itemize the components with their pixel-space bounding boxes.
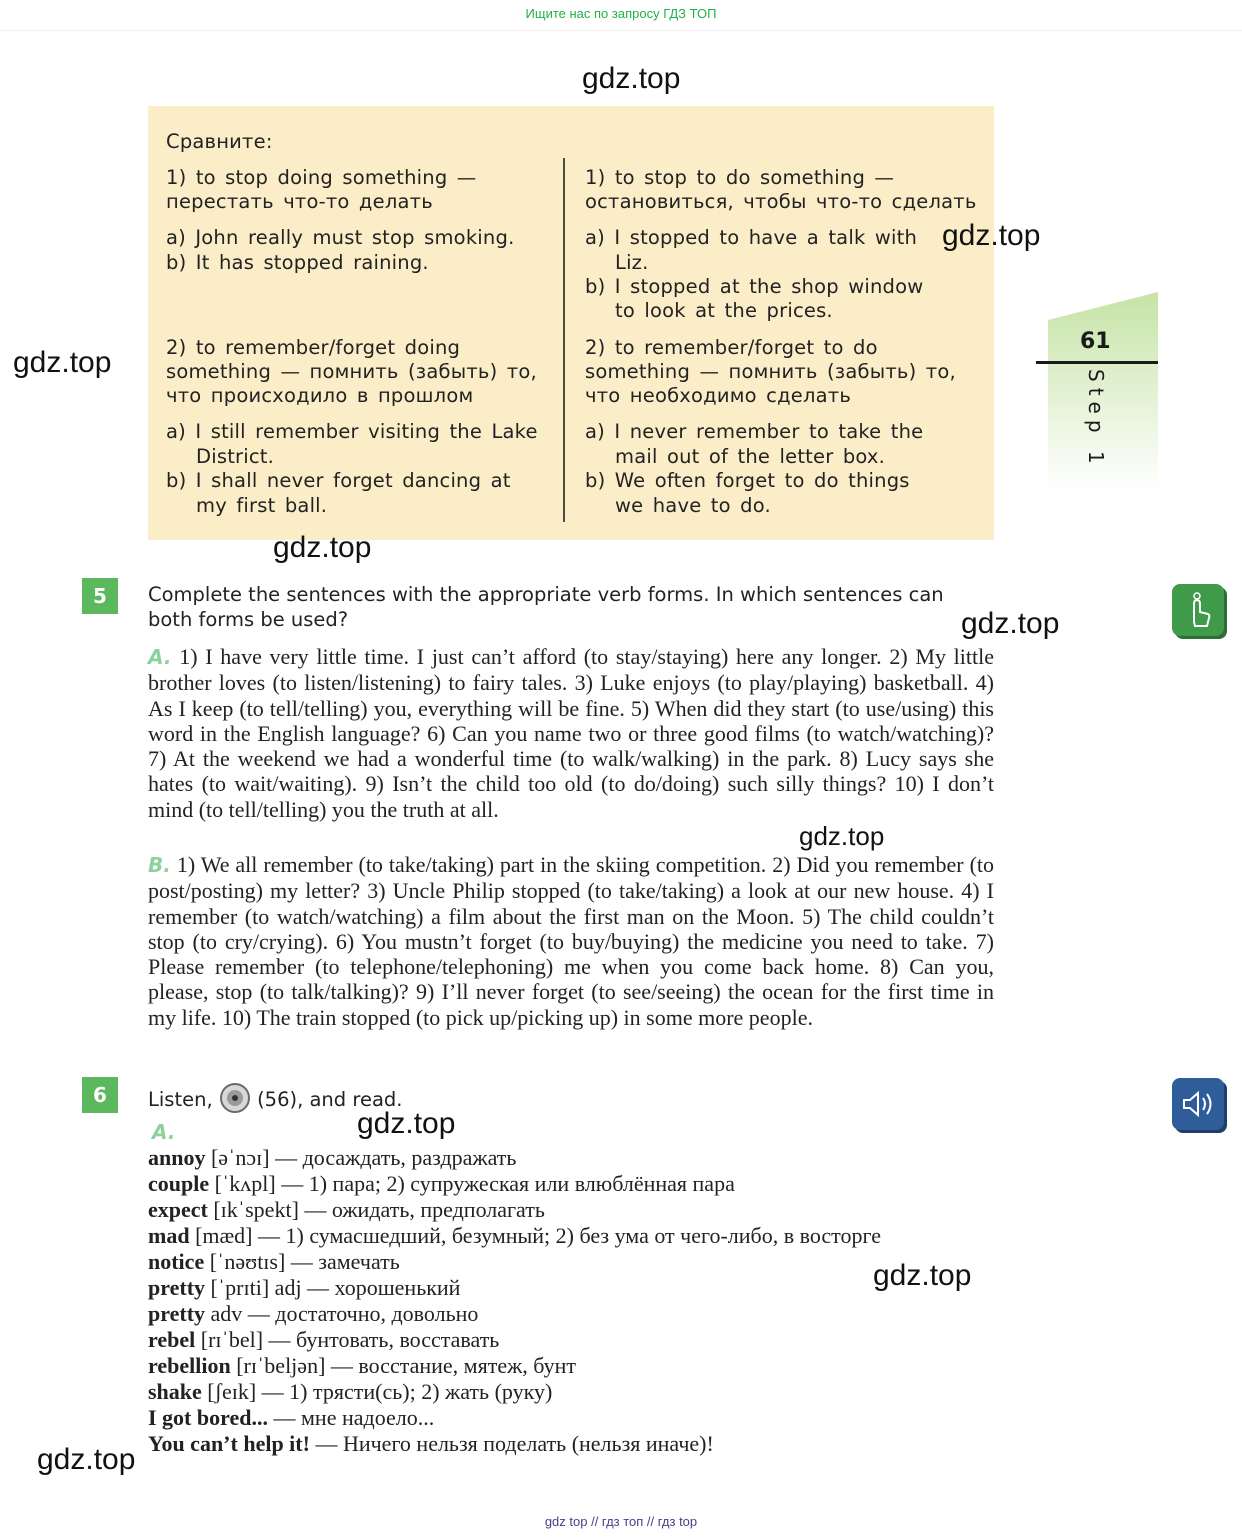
instruction-pre: Listen, <box>148 1088 213 1111</box>
vocab-entry <box>148 1275 998 1301</box>
watermark: gdz.top <box>873 1259 972 1292</box>
exercise-5-part-a <box>148 644 994 822</box>
watermark: gdz.top <box>942 219 1041 252</box>
watermark: gdz.top <box>13 346 112 379</box>
left-example-a: a) John really must stop smoking. <box>166 226 515 249</box>
page-number: 61 <box>1080 329 1111 354</box>
interactive-button[interactable] <box>1172 584 1224 636</box>
vocab-word: couple <box>148 1171 210 1196</box>
exercise-5-instruction: Complete the sentences with the appropriate verb forms. In which sentences can both forms be used? <box>148 583 944 631</box>
exercise-6-part-a-label: A. <box>152 1120 176 1144</box>
vocab-definition: [ˈnəʊtɪs] — замечать <box>204 1249 400 1274</box>
vocab-entry <box>148 1197 998 1223</box>
vocab-word: pretty <box>148 1275 206 1300</box>
left-example-2b: b) I shall never forget dancing at <box>166 469 511 492</box>
top-banner[interactable]: Ищите нас по запросу ГДЗ ТОП <box>525 6 717 21</box>
vocab-entry <box>148 1249 998 1275</box>
vocab-definition: [ʃeɪk] — 1) трясти(сь); 2) жать (руку) <box>201 1379 553 1404</box>
comparison-box <box>148 106 994 540</box>
right-rule-1: 1) to stop to do something — <box>585 166 895 189</box>
vocab-word: pretty <box>148 1301 206 1326</box>
watermark: gdz.top <box>961 607 1060 640</box>
left-rule-2-meaning-cont: что происходило в прошлом <box>166 384 474 407</box>
vocab-word: rebellion <box>148 1353 231 1378</box>
vocab-entry <box>148 1171 998 1197</box>
part-b-text: 1) We all remember (to take/taking) part in the skiing competition. 2) Did you remember (to post/posting) my letter? 3) Uncle Philip stopped (to take/taking) a look at our new house. 4) I remember (to watch/watching) a film about the first man on the Moon. 5) The child couldn’t stop (to cry/crying). 6) You mustn’t forget (to buy/buying) the medicine you need to take. 7) Please remember (to telephone/telephoning) me when you come back home. 8) Can you, please, stop (to talk/talking)? 9) I’ll never forget (to see/seeing) the ocean for the first time in my life. 10) The train stopped (to pick up/picking up) in some more people. <box>148 852 995 1030</box>
vocab-definition: [ˈprɪti] adj — хорошенький <box>205 1275 461 1300</box>
right-example-a-cont: Liz. <box>615 251 649 274</box>
right-example-2b-cont: we have to do. <box>615 494 771 517</box>
audio-button[interactable] <box>1172 1078 1224 1130</box>
vocab-entry <box>148 1327 998 1353</box>
left-example-b: b) It has stopped raining. <box>166 251 429 274</box>
instruction-post: (56), and read. <box>257 1088 403 1111</box>
part-b-label: B. <box>148 853 171 877</box>
right-example-2a-cont: mail out of the letter box. <box>615 445 886 468</box>
right-example-b-cont: to look at the prices. <box>615 299 833 322</box>
part-a-label: A. <box>148 645 172 669</box>
right-rule-2-meaning-cont: что необходимо сделать <box>585 384 852 407</box>
vocab-definition: adv — достаточно, довольно <box>205 1301 479 1326</box>
left-rule-2-meaning: something — помнить (забыть) то, <box>166 360 537 383</box>
vocab-word: shake <box>148 1379 202 1404</box>
vocab-definition: [rɪˈbeljən] — восстание, мятеж, бунт <box>230 1353 577 1378</box>
footer-links[interactable]: gdz top // гдз топ // гдз top <box>544 1514 698 1529</box>
watermark: gdz.top <box>582 62 681 95</box>
vocab-definition: — мне надоело... <box>268 1405 435 1430</box>
vocab-entry <box>148 1145 998 1171</box>
cd-icon <box>219 1082 251 1114</box>
vocab-definition: [əˈnɔɪ] — досаждать, раздражать <box>205 1145 517 1170</box>
left-example-2a: a) I still remember visiting the Lake <box>166 420 538 443</box>
top-divider <box>0 30 1242 31</box>
vocab-word: You can’t help it! <box>148 1431 310 1456</box>
watermark: gdz.top <box>273 531 372 564</box>
vocab-definition: [ˈkʌpl] — 1) пара; 2) супружеская или влюблённая пара <box>209 1171 735 1196</box>
step-label: Step 1 <box>1084 369 1108 470</box>
exercise-number: 6 <box>82 1077 118 1113</box>
vocab-word: annoy <box>148 1145 206 1170</box>
part-a-text: 1) I have very little time. I just can’t afford (to stay/staying) here any longer. 2) My little brother loves (to listen/listening) to fairy tales. 3) Luke enjoys (to play/playing) basketball. 4) As I keep (to tell/telling) you, everything will be fine. 5) When did they start (to use/using) this word in the English language? 6) Can you name two or three good films (to watch/watching)? 7) At the weekend we had a wonderful time (to walk/walking) in the park. 8) Lucy says she hates (to wait/waiting). 9) Isn’t the child too old (to do/doing) such silly things? 10) I don’t mind (to tell/telling) you the truth at all. <box>148 644 995 822</box>
vocab-entry <box>148 1223 998 1249</box>
vocab-entry <box>148 1379 998 1405</box>
comparison-title: Сравните: <box>166 130 273 153</box>
watermark: gdz.top <box>799 821 885 851</box>
vocab-entry <box>148 1353 998 1379</box>
left-example-2b-cont: my first ball. <box>196 494 328 517</box>
vocab-entry <box>148 1405 998 1431</box>
right-rule-2-meaning: something — помнить (забыть) то, <box>585 360 956 383</box>
left-example-2a-cont: District. <box>196 445 275 468</box>
vocab-definition: [rɪˈbel] — бунтовать, восставать <box>195 1327 500 1352</box>
column-divider <box>563 158 565 522</box>
vocab-definition: [mæd] — 1) сумасшедший, безумный; 2) без ума от чего-либо, в восторге <box>189 1223 882 1248</box>
vocab-word: expect <box>148 1197 208 1222</box>
vocab-definition: [ɪkˈspekt] — ожидать, предполагать <box>207 1197 545 1222</box>
right-example-b: b) I stopped at the shop window <box>585 275 924 298</box>
vocab-entry <box>148 1301 998 1327</box>
vocab-word: rebel <box>148 1327 196 1352</box>
exercise-5-part-b <box>148 852 994 1030</box>
right-rule-2: 2) to remember/forget to do <box>585 336 878 359</box>
vocab-definition: — Ничего нельзя поделать (нельзя иначе)! <box>309 1431 714 1456</box>
exercise-number: 5 <box>82 578 118 614</box>
watermark: gdz.top <box>37 1443 136 1476</box>
speaker-icon <box>1172 1078 1224 1130</box>
right-example-2a: a) I never remember to take the <box>585 420 924 443</box>
left-rule-1-meaning: перестать что-то делать <box>166 190 433 213</box>
hand-pointer-icon <box>1172 584 1224 636</box>
left-rule-2: 2) to remember/forget doing <box>166 336 461 359</box>
vocab-word: mad <box>148 1223 190 1248</box>
right-rule-1-meaning: остановиться, чтобы что-то сделать <box>585 190 977 213</box>
vocabulary-list <box>148 1145 998 1457</box>
right-example-a: a) I stopped to have a talk with <box>585 226 918 249</box>
vocab-word: notice <box>148 1249 205 1274</box>
watermark: gdz.top <box>357 1107 456 1140</box>
left-rule-1: 1) to stop doing something — <box>166 166 477 189</box>
vocab-entry <box>148 1431 998 1457</box>
step-label-wrap <box>1084 369 1108 470</box>
vocab-word: I got bored... <box>148 1405 268 1430</box>
right-example-2b: b) We often forget to do things <box>585 469 910 492</box>
